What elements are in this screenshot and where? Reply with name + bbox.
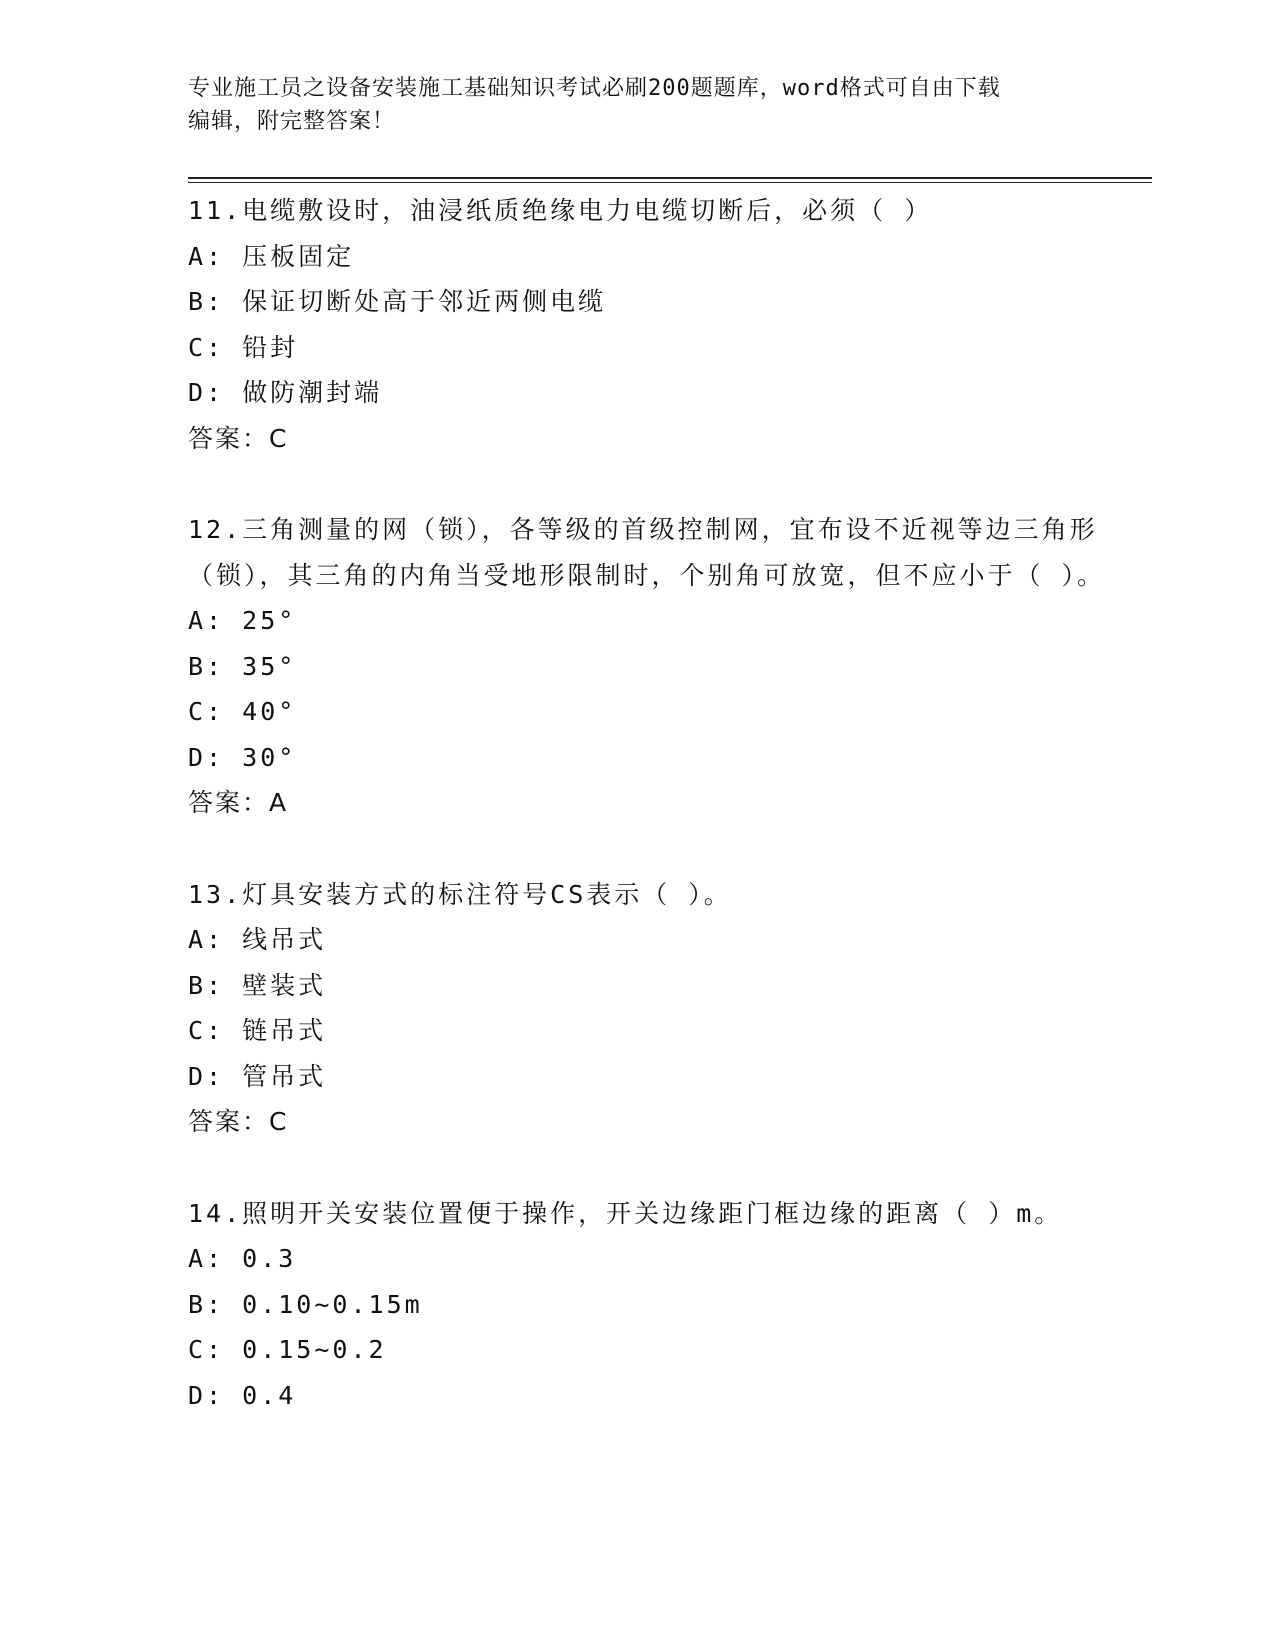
option-c: C: 铅封 xyxy=(188,332,299,362)
option-c: C: 链吊式 xyxy=(188,1016,327,1045)
option-c: C: 0.15~0.2 xyxy=(188,1335,387,1364)
option-b: B: 保证切断处高于邻近两侧电缆 xyxy=(188,287,607,316)
question-stem: 13.灯具安装方式的标注符号CS表示（ ）。 xyxy=(188,879,732,909)
option-a: A: 压板固定 xyxy=(188,241,355,271)
option-a: A: 0.3 xyxy=(188,1244,297,1273)
option-d: D: 0.4 xyxy=(188,1380,297,1410)
question-12 xyxy=(188,507,1118,826)
option-a: A: 线吊式 xyxy=(188,925,327,954)
answer-line: 答案：C xyxy=(188,1107,289,1136)
header-divider-thick xyxy=(188,177,1152,179)
option-d: D: 30° xyxy=(188,742,297,772)
header-line-2: 编辑，附完整答案！ xyxy=(188,109,396,134)
header-line-1: 专业施工员之设备安装施工基础知识考试必刷200题题库，word格式可自由下载 xyxy=(188,76,1001,101)
question-14 xyxy=(188,1191,1118,1419)
option-d: D: 做防潮封端 xyxy=(188,378,383,407)
option-c: C: 40° xyxy=(188,697,297,726)
answer-line: 答案：C xyxy=(188,423,289,453)
header-divider-thin xyxy=(188,182,1152,183)
option-b: B: 35° xyxy=(188,651,297,681)
question-13 xyxy=(188,872,1118,1145)
question-stem: 14.照明开关安装位置便于操作，开关边缘距门框边缘的距离（ ）m。 xyxy=(188,1198,1063,1228)
option-b: B: 0.10~0.15m xyxy=(188,1289,423,1319)
option-b: B: 壁装式 xyxy=(188,970,327,1000)
option-a: A: 25° xyxy=(188,606,297,635)
question-list xyxy=(188,188,1118,1464)
question-stem: 12.三角测量的网（锁），各等级的首级控制网，宜布设不近视等边三角形（锁），其三角的内角当受地形限制时，个别角可放宽，但不应小于（ ）。 xyxy=(188,515,1106,590)
question-11 xyxy=(188,188,1118,461)
option-d: D: 管吊式 xyxy=(188,1061,327,1091)
question-stem: 11.电缆敷设时，油浸纸质绝缘电力电缆切断后，必须（ ） xyxy=(188,196,933,225)
answer-line: 答案：A xyxy=(188,788,289,817)
document-header xyxy=(188,72,1068,138)
